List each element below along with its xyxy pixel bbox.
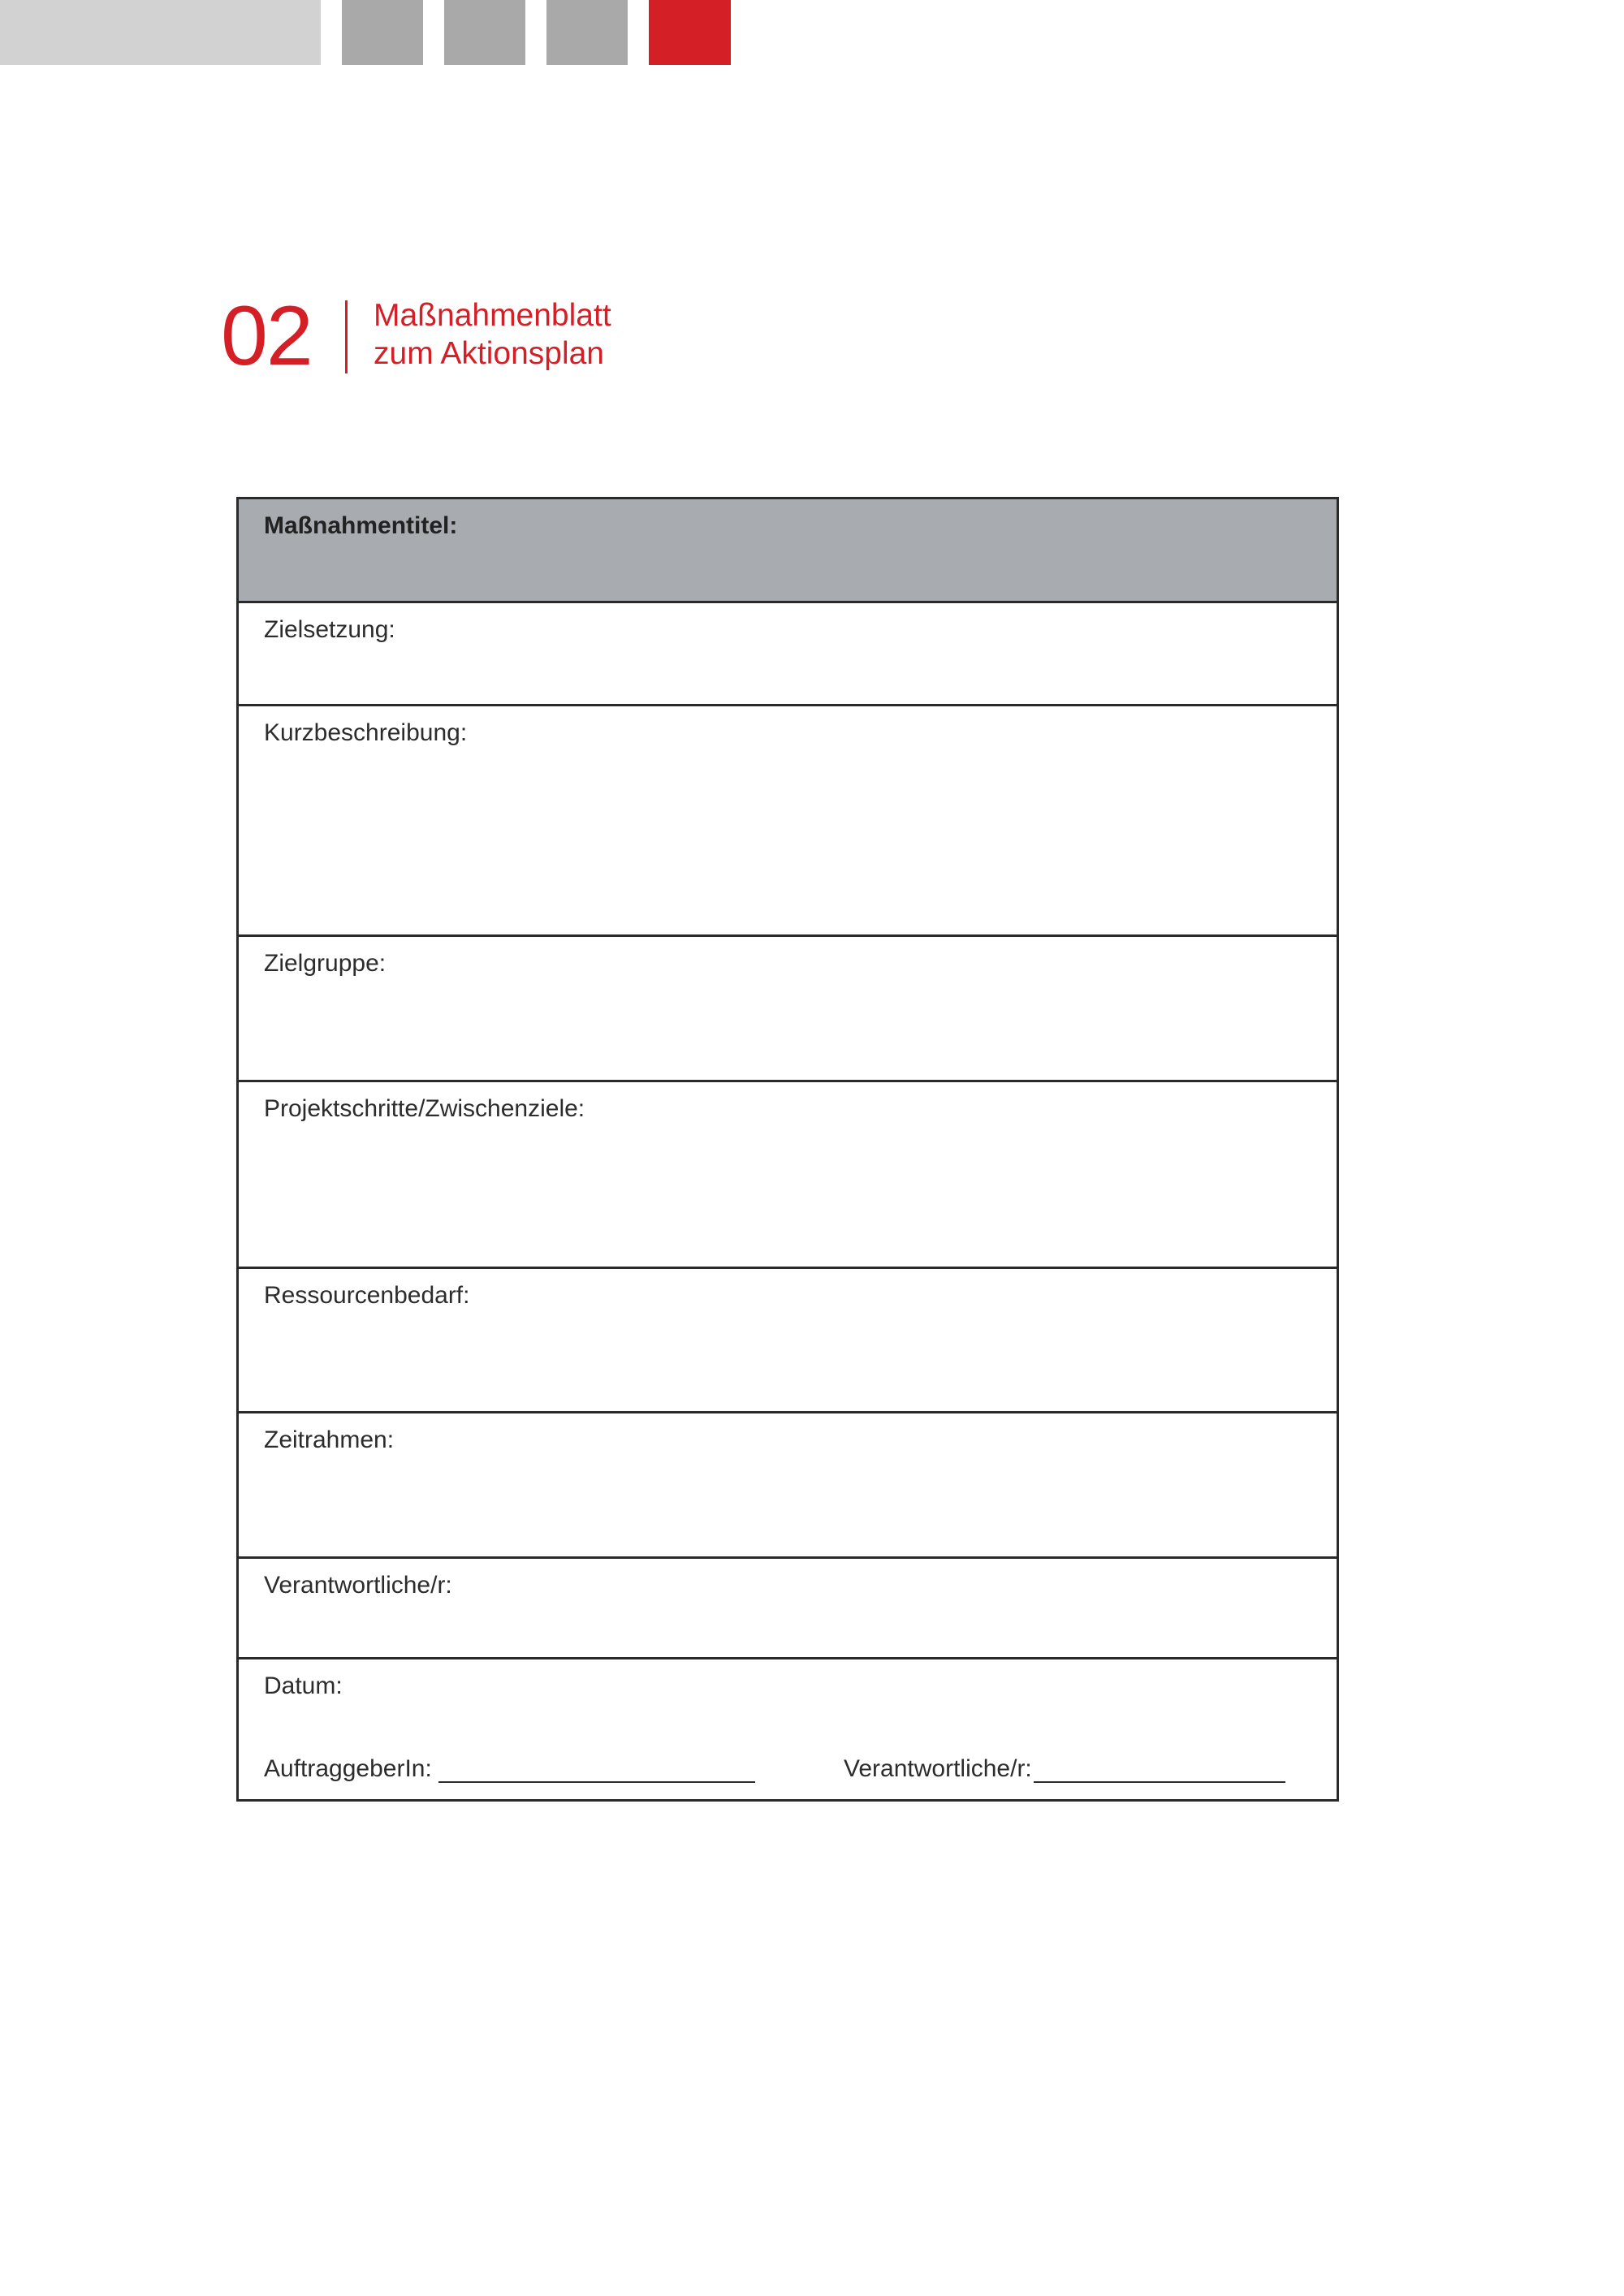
signature-client-label: AuftraggeberIn: bbox=[264, 1755, 432, 1782]
top-bar-segment-gray-2 bbox=[444, 0, 525, 65]
top-bar-segment-red bbox=[649, 0, 731, 65]
signature-client-line[interactable] bbox=[438, 1759, 755, 1783]
field-measure-title[interactable] bbox=[239, 499, 1337, 603]
field-label: Zeitrahmen: bbox=[264, 1426, 395, 1453]
field-target-group[interactable] bbox=[239, 937, 1337, 1082]
chapter-number: 02 bbox=[221, 289, 312, 383]
signature-responsible-label: Verantwortliche/r: bbox=[844, 1755, 1032, 1782]
field-label: Kurzbeschreibung: bbox=[264, 719, 468, 746]
field-project-steps[interactable] bbox=[239, 1082, 1337, 1269]
signature-responsible-line[interactable] bbox=[1034, 1759, 1285, 1783]
top-bar-segment-long bbox=[0, 0, 321, 65]
field-label: Zielsetzung: bbox=[264, 616, 395, 643]
top-bar-segment-gray-3 bbox=[546, 0, 628, 65]
field-resources[interactable] bbox=[239, 1269, 1337, 1413]
field-label: Maßnahmentitel: bbox=[264, 512, 458, 539]
field-label: Zielgruppe: bbox=[264, 950, 387, 977]
chapter-title-line-1: Maßnahmenblatt bbox=[374, 298, 611, 333]
chapter-divider bbox=[345, 300, 348, 373]
top-bar-segment-gray-1 bbox=[342, 0, 423, 65]
field-label: Verantwortliche/r: bbox=[264, 1572, 452, 1599]
field-objective[interactable] bbox=[239, 603, 1337, 706]
field-label: Projektschritte/Zwischenziele: bbox=[264, 1095, 585, 1122]
field-label-date[interactable]: Datum: bbox=[264, 1672, 343, 1699]
chapter-title-line-2: zum Aktionsplan bbox=[374, 336, 604, 371]
signature-responsible[interactable] bbox=[844, 1755, 1285, 1783]
signature-client[interactable] bbox=[264, 1755, 755, 1783]
chapter-title bbox=[374, 296, 611, 373]
measure-form bbox=[236, 497, 1339, 1802]
field-label: Ressourcenbedarf: bbox=[264, 1282, 470, 1309]
field-short-description[interactable] bbox=[239, 706, 1337, 937]
field-timeframe[interactable] bbox=[239, 1413, 1337, 1559]
field-responsible[interactable] bbox=[239, 1559, 1337, 1659]
field-date-signatures bbox=[239, 1659, 1337, 1799]
